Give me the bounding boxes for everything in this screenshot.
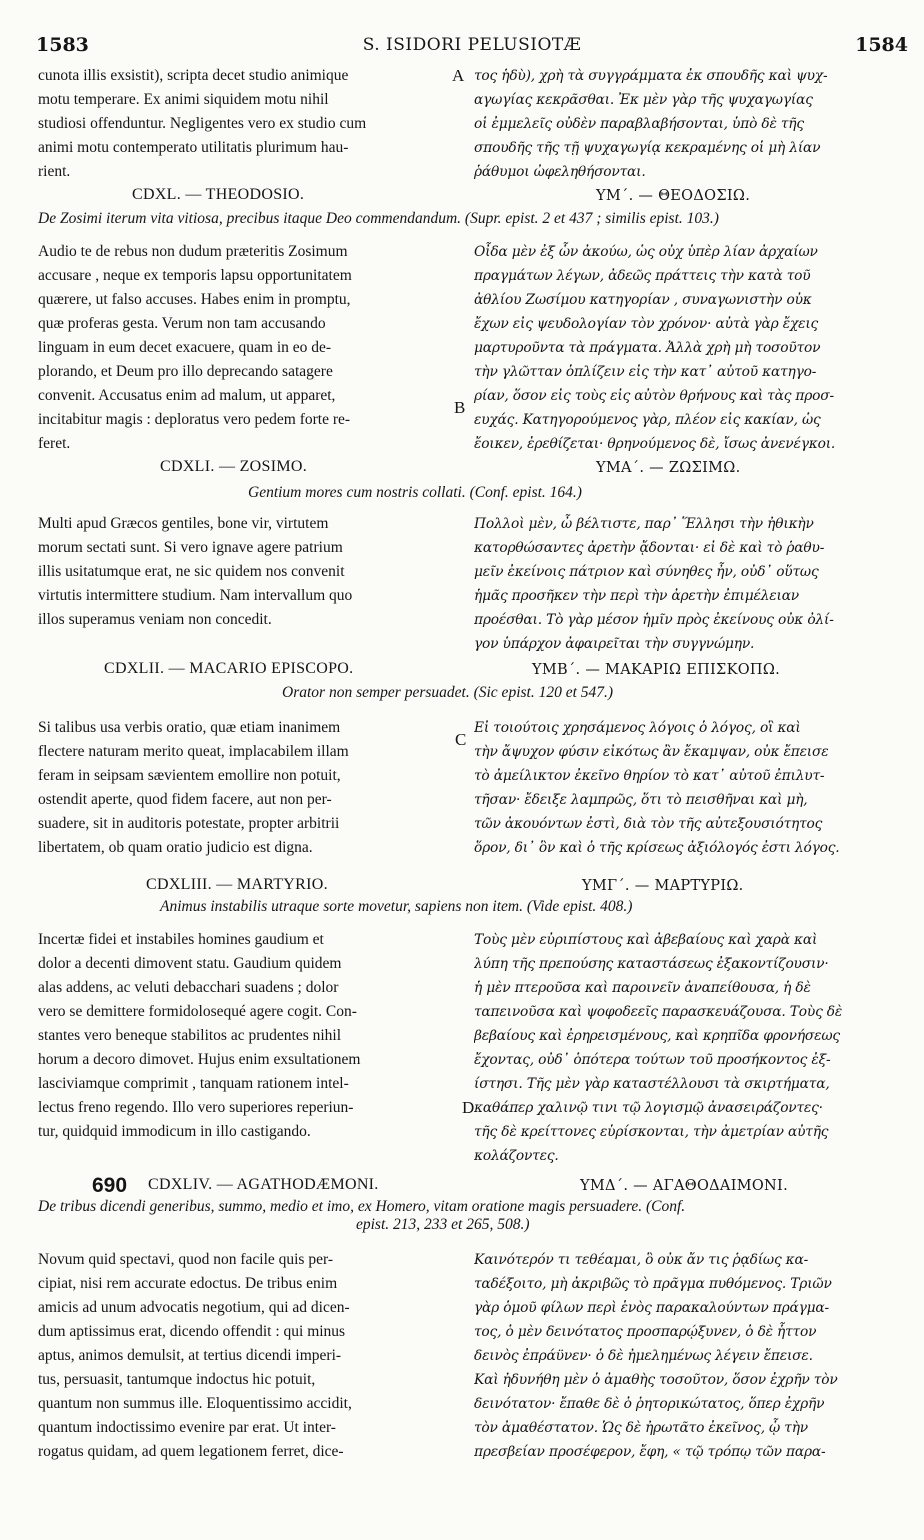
text-line: ἡμᾶς προσῆκεν τὴν περὶ τὴν ἀρετὴν ἐπιμέλειαν	[474, 588, 799, 604]
text-line: illis usitatumque erat, ne sic quidem nos convenit	[38, 563, 345, 580]
text-line: lasciviamque comprimit , tanquam rationem intel-	[38, 1075, 349, 1092]
text-line: alas addens, ac veluti debacchari suadens ; dolor	[38, 979, 339, 996]
text-line: οἱ ἐμμελεῖς οὐδὲν παραβλαβήσονται, ὑπὸ δὲ τῆς	[474, 116, 804, 132]
letter-heading-latin: CDXLI. — ZOSIMO.	[160, 458, 308, 475]
text-line: Si talibus usa verbis oratio, quæ etiam inanimem	[38, 719, 341, 736]
text-line: libertatem, ob quam oratio judicio est digna.	[38, 839, 313, 856]
text-line: ἀθλίου Ζωσίμου κατηγορίαν , συναγωνιστὴν οὐκ	[474, 292, 812, 308]
text-line: vero se demittere formidolosequé agere cogit. Con-	[38, 1003, 357, 1020]
text-line: studiosi offenduntur. Negligentes vero ex studio cum	[38, 115, 367, 132]
text-line: τῶν ἀκουόντων ἐστὶ, διὰ τὸν τῆς αὐτεξουσιότητος	[474, 816, 823, 832]
text-line: ἔοικεν, ἐρεθίζεται· θρηνούμενος δὲ, ἴσως ἀνενέγκοι.	[474, 436, 836, 452]
text-line: αγωγίας κεκρᾶσθαι. Ἐκ μὲν γὰρ τῆς ψυχαγωγίας	[474, 92, 813, 108]
text-line: δεινὸς ἐπράϋνεν· ὁ δὲ ἠμελημένως λέγειν ἔπεισε.	[474, 1348, 813, 1364]
text-line: Καὶ ἠδυνήθη μὲν ὁ ἀμαθὴς τοσοῦτον, ὅσον ἐχρῆν τὸν	[474, 1372, 838, 1388]
letter-heading-greek: ΥΜΑ΄. — ΖΩΣΙΜΩ.	[596, 460, 741, 476]
letter-greek-text	[474, 240, 894, 456]
text-line: rogatus quidam, ad quem legationem ferret, dice-	[38, 1443, 344, 1460]
text-line: κατορθώσαντες ἀρετὴν ᾄδονται· εἰ δὲ καὶ τὸ ῥαθυ-	[474, 540, 825, 556]
text-line: Multi apud Græcos gentiles, bone vir, virtutem	[38, 515, 329, 532]
text-line: quantum indoctissimo evenire par erat. Ut inter-	[38, 1419, 336, 1436]
text-line: ίστησι. Τῆς μὲν γὰρ καταστέλλουσι τὰ σκιρτήματα,	[474, 1076, 830, 1092]
text-line: suadere, sit in auditoris potestate, propter arbitrii	[38, 815, 340, 832]
text-line: tur, quidquid immodicum in illo castigando.	[38, 1123, 311, 1140]
text-line: ἔχων εἰς ψευδολογίαν τὸν χρόνον· αὐτὰ γὰρ ἔχεις	[474, 316, 819, 332]
text-line: ὅρον, δι᾽ ὃν καὶ ὁ τῆς κρίσεως ἀξιόλογός ἐστι λόγος.	[474, 840, 840, 856]
text-line: ῥάθυμοι ὠφεληθήσονται.	[474, 164, 646, 180]
letter-greek-text	[474, 512, 894, 656]
text-line: λύπη τῆς πρεπούσης καταστάσεως ἐξακοντίζουσιν·	[474, 956, 829, 972]
text-line: ευχάς. Κατηγορούμενος γὰρ, πλέον εἰς κακίαν, ὡς	[474, 412, 821, 428]
text-line: ἔχοντας, οὐδ᾽ ὁπότερα τούτων τοῦ προσήκοντος ἐξ-	[474, 1052, 831, 1068]
text-line: πρεσβείαν προσέφερον, ἔφη, « τῷ τρόπῳ τῶν παρα-	[474, 1444, 826, 1460]
text-line: plorando, et Deum pro illo deprecando satagere	[38, 363, 333, 380]
continuation-latin	[38, 64, 446, 184]
letter-summary: De tribus dicendi generibus, summo, medio et imo, ex Homero, vitam oratione magis persuadere. (Conf.	[38, 1198, 686, 1215]
text-line: δεινότατον· ἔπαθε δὲ ὁ ῥητορικώτατος, ὅπερ ἐχρῆν	[474, 1396, 825, 1412]
text-line: feret.	[38, 435, 71, 452]
running-title: S. ISIDORI PELUSIOTÆ	[362, 35, 582, 55]
margin-letter-b: B	[454, 398, 466, 417]
letter-latin-text	[38, 512, 446, 632]
text-line: τὸν ἀμαθέστατον. Ὡς δὲ ἠρωτᾶτο ἐκεῖνος, ᾧ τὴν	[474, 1420, 808, 1436]
margin-letter-d: D	[462, 1098, 475, 1117]
text-line: quærere, ut falso accuses. Habes enim in promptu,	[38, 291, 351, 308]
text-line: feram in seipsam sævientem emollire non potuit,	[38, 767, 341, 784]
text-line: illos superamus veniam non concedit.	[38, 611, 272, 628]
text-line: cipiat, nisi rem accurate edoctus. De tribus enim	[38, 1275, 338, 1292]
text-line: ἡ μὲν πτεροῦσα καὶ παροινεῖν ἀναπείθουσα, ἡ δὲ	[474, 980, 811, 996]
text-line: flectere naturam merito queat, implacabilem illam	[38, 743, 349, 760]
letter-summary: Gentium mores cum nostris collati. (Conf. epist. 164.)	[248, 484, 582, 501]
letter-greek-text	[474, 928, 894, 1168]
text-line: τῆς δὲ κρείττονες εὑρίσκονται, τὴν ἀμετρίαν αὐτῆς	[474, 1124, 829, 1140]
text-line: lectus freno regendo. Illo vero superiores reperiun-	[38, 1099, 354, 1116]
letter-heading-greek: ΥΜΔ΄. — ΑΓΑΘΟΔΑΙΜΟΝΙ.	[580, 1178, 788, 1194]
text-line: dolor a decenti dimovent statu. Gaudium quidem	[38, 955, 342, 972]
letter-latin-text	[38, 240, 446, 456]
text-line: dum aptissimus erat, dicendo offendit : qui minus	[38, 1323, 346, 1340]
letter-summary: De Zosimi iterum vita vitiosa, precibus itaque Deo commendandum. (Supr. epist. 2 et 437 ; similis epist. 103.)	[38, 210, 719, 227]
letter-heading-latin: CDXLII. — MACARIO EPISCOPO.	[104, 660, 354, 677]
text-line: κολάζοντες.	[474, 1148, 559, 1164]
text-line: cunota illis exsistit), scripta decet studio animique	[38, 67, 349, 84]
text-line: τος, ὁ μὲν δεινότατος προσπαρῴξυνεν, ὁ δὲ ἧττον	[474, 1324, 817, 1340]
text-line: morum sectati sunt. Si vero ignave agere patrium	[38, 539, 343, 556]
text-line: amicis ad unum advocatis negotium, qui ad dicen-	[38, 1299, 350, 1316]
letter-summary-continuation: epist. 213, 233 et 265, 508.)	[356, 1216, 530, 1233]
text-line: Novum quid spectavi, quod non facile quis per-	[38, 1251, 333, 1268]
text-line: motu temperare. Ex animi siquidem motu nihil	[38, 91, 329, 108]
text-line: μεῖν ἐκείνοις πάτριον καὶ σύνηθες ἦν, οὐδ᾽ οὕτως	[474, 564, 819, 580]
text-line: τὴν γλῶτταν ὁπλίζειν εἰς τὴν κατ᾽ αὐτοῦ κατηγο-	[474, 364, 817, 380]
text-line: convenit. Accusatus enim ad malum, ut apparet,	[38, 387, 336, 404]
text-line: animi motu contemperato utilitatis plurimum hau-	[38, 139, 349, 156]
text-line: Incertæ fidei et instabiles homines gaudium et	[38, 931, 324, 948]
text-line: τῆσαν· ἔδειξε λαμπρῶς, ὅτι τὸ πεισθῆναι καὶ μὴ,	[474, 792, 808, 808]
text-line: τος ἡδὺ), χρὴ τὰ συγγράμματα ἐκ σπουδῆς καὶ ψυχ-	[474, 68, 828, 84]
letter-heading-greek: ΥΜΓ΄. — ΜΑΡΤΥΡΙΩ.	[582, 878, 744, 894]
letter-heading-greek: ΥΜ΄. — ΘΕΟΔΟΣΙΩ.	[596, 188, 751, 204]
text-line: quæ proferas gesta. Verum non tam accusando	[38, 315, 326, 332]
text-line: γὰρ ὁμοῦ φίλων περὶ ἑνὸς παρακαλούντων πράγμα-	[474, 1300, 829, 1316]
page-number-left: 1583	[36, 34, 89, 56]
letter-summary: Orator non semper persuadet. (Sic epist. 120 et 547.)	[282, 684, 614, 701]
text-line: linguam in eum decet exacuere, quam in eo de-	[38, 339, 332, 356]
text-line: Audio te de rebus non dudum præteritis Zosimum	[38, 243, 348, 260]
letter-latin-text	[38, 928, 446, 1144]
text-line: Τοὺς μὲν εὐριπίστους καὶ ἀβεβαίους καὶ χαρὰ καὶ	[474, 932, 818, 948]
text-line: Πολλοὶ μὲν, ὦ βέλτιστε, παρ᾽ Ἕλλησι τὴν ἠθικὴν	[474, 516, 814, 532]
text-line: Καινότερόν τι τεθέαμαι, ὃ οὐκ ἄν τις ῥᾳδίως κα-	[474, 1252, 809, 1268]
letter-heading-latin: CDXLIV. — AGATHODÆMONI.	[148, 1176, 379, 1193]
margin-letter-c: C	[455, 730, 467, 749]
text-line: Εἰ τοιούτοις χρησάμενος λόγοις ὁ λόγος, οἳ καὶ	[474, 720, 801, 736]
letter-latin-text	[38, 1248, 446, 1464]
text-line: horum a decoro dimovet. Hujus enim exsultationem	[38, 1051, 361, 1068]
text-line: quantum non summus ille. Eloquentissimo accidit,	[38, 1395, 352, 1412]
text-line: ostendit aperte, quod fidem facere, aut non per-	[38, 791, 332, 808]
continuation-greek	[474, 64, 894, 184]
page-number-right: 1584	[855, 34, 908, 56]
text-line: ρίαν, ὅσον εἰς τοὺς εἰς αὐτὸν θρήνους καὶ τὰς προσ-	[474, 388, 834, 404]
text-line: πραγμάτων λέγων, ἀδεῶς πράττεις τὴν κατὰ τοῦ	[474, 268, 811, 284]
letter-latin-text	[38, 716, 446, 860]
text-line: μαρτυροῦντα τὰ πράγματα. Ἀλλὰ χρὴ μὴ τοσοῦτον	[474, 340, 821, 356]
letter-summary: Animus instabilis utraque sorte movetur, sapiens non item. (Vide epist. 408.)	[160, 898, 633, 915]
text-line: ταπεινοῦσα καὶ ψοφοδεεῖς παρασκευάζουσα. Τοὺς δὲ	[474, 1004, 843, 1020]
text-line: incitabitur magis : deploratus vero pedem forte re-	[38, 411, 351, 428]
letter-heading-latin: CDXL. — THEODOSIO.	[132, 186, 305, 203]
text-line: Οἶδα μὲν ἐξ ὧν ἀκούω, ὡς οὐχ ὑπὲρ λίαν ἀρχαίων	[474, 244, 818, 260]
letter-greek-text	[474, 1248, 894, 1464]
page-header	[36, 34, 908, 60]
column-number: 690	[92, 1174, 128, 1197]
letter-greek-text	[474, 716, 894, 860]
letter-heading-latin: CDXLIII. — MARTYRIO.	[146, 876, 328, 893]
letter-heading-greek: ΥΜΒ΄. — ΜΑΚΑΡΙΩ ΕΠΙΣΚΟΠΩ.	[532, 662, 781, 678]
text-line: γον ὑπάρχον ἀφαιρεῖται τὴν συγγνώμην.	[474, 636, 755, 652]
text-line: καθάπερ χαλινῷ τινι τῷ λογισμῷ ἀνασειράζοντες·	[474, 1100, 823, 1116]
text-line: τὸ ἀμείλικτον ἐκεῖνο θηρίον τὸ κατ᾽ αὐτοῦ ἐπιλυτ-	[474, 768, 825, 784]
text-line: βεβαίους καὶ ἐρηρεισμένους, καὶ κρηπῖδα φρονήσεως	[474, 1028, 840, 1044]
text-line: προέσθαι. Τὸ γὰρ μέσον ἡμῖν πρὸς ἐκείνους οὐκ ὀλί-	[474, 612, 834, 628]
text-line: ταδέξοιτο, μὴ ἀκριβῶς τὸ πρᾶγμα πυθόμενος. Τριῶν	[474, 1276, 832, 1292]
text-line: aptus, animos demulsit, at tertius dicendi imperi-	[38, 1347, 342, 1364]
text-line: rient.	[38, 163, 71, 180]
text-line: virtutis intermittere studium. Nam intervallum quo	[38, 587, 353, 604]
text-line: stantes vero beneque stabilitos ac prudentes nihil	[38, 1027, 342, 1044]
text-line: accusare , neque ex temporis lapsu opportunitatem	[38, 267, 352, 284]
text-line: σπουδῆς τῆς τῇ ψυχαγωγίᾳ κεκραμένης οἱ μὴ λίαν	[474, 140, 821, 156]
text-line: τὴν ἄψυχον φύσιν εἰκότως ἂν ἔκαμψαν, οὐκ ἔπεισε	[474, 744, 829, 760]
text-line: tus, persuasit, tantumque indoctus hic potuit,	[38, 1371, 316, 1388]
margin-letter-a: A	[452, 66, 465, 85]
